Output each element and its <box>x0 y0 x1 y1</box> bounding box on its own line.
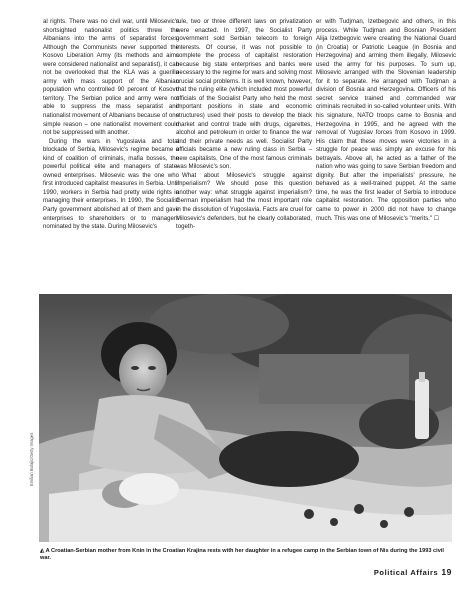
column-2-paragraph-1: rule, two or three different laws on privatization were enacted. In 1997, the Socialist Party government sold Serbian telecom to foreign interests. Of course, it was not possible to complete the process of capitalist restoration because big state enterprises and banks were necessary to the regime for wars and solving most crucial social problems. It is well known, however, that the ruling elite (which included most powerful officials of the Socialist Party who held the most important positions in state and economic structures) used their posts to develop the black market and control trade with drugs, cigarettes, alcohol and petroleum in order to finance the war and their private needs as well. Socialist Party officials became a new ruling class in Serbia – new capitalists. One of the most famous criminals was Milosevic's son. <box>176 18 312 171</box>
photo-credit: Emilian Bulajic/Getty Images <box>29 432 34 486</box>
page-number: 19 <box>441 567 452 577</box>
column-1-paragraph-2: During the wars in Yugoslavia and total blockade of Serbia, Milosevic's regime became a kind of coalition of criminals, mafia bosses, the powerful political elite and managers of state-owned enterprises. Milosevic was the one who first introduced capitalist measures in Serbia. Until 1990, workers in Serbia had pretty wide rights in managing their enterprises. In 1990, the Socialist Party government abolished all of them and gave enterprises to shareholders or to managers nominated by the state. During Milosevic's <box>43 137 179 231</box>
refugee-photo <box>39 294 452 542</box>
article-column-3 <box>316 18 456 223</box>
photo-caption: ◭ A Croatian-Serbian mother from Knin in the Croatian Krajina rests with her daughter in a refugee camp in the Serbian town of Nis during the 1993 civil war. <box>40 548 444 561</box>
article-column-1 <box>43 18 179 232</box>
column-3-paragraph-1: er with Tudjman, Izetbegovic and others, in this process. While Tudjman and Bosnian President Alija Izetbegovic were creating the National Guard (in Croatia) or Patriotic League (in Bosnia and Herzegovina) and arming them illegally, Milosevic used the army for his purposes. To sum up, Milosevic arranged with the Slovenian leadership for it to separate. He arranged with Tudjman a division of Bosnia and Herzegovina. Officers of his secret service trained and commanded war criminals recruited in so-called volunteer units. With his signature, NATO troops came to Bosnia and Herzegovina in 1995, and he agreed with the removal of Yugoslav forces from Kosovo in 1999. His claim that these moves were victories in a struggle for peace was simply an excuse for his betrayals. Above all, he acted as a father of the nation who was going to save Serbian freedom and dignity. But after the imperialists' pressure, he behaved as a well-trained puppet. At the same time, he was the first leader of Serbia to introduce capitalist restoration. The opposition parties who came to power in 2000 did not have to change much. This was one of Milosevic's "merits." ☐ <box>316 18 456 222</box>
column-1-paragraph-1: al rights. There was no civil war, until Milosevic's shortsighted nationalist politics threw the Albanians into the arms of separatist forces. Although the Communists never supported the Kosovo Liberation Army (its methods and aims were considered nationalist and separatist), it can not be overlooked that the KLA was a guerilla army with mass support of the Albanian population who controlled 90 percent of Kosovo territory. The Serbian police and army were not able to suppress the mass separatist and nationalist movement of Albanians because of one simple reason – one nationalist movement could not be suppressed with another. <box>43 18 179 137</box>
column-2-paragraph-2: What about Milosevic's struggle against imperialism? We should pose this question another way: what struggle against imperialism? German imperialism had the most important role in the dissolution of Yugoslavia. Facts are cruel for Milosevic's defenders, but he clearly collaborated, togeth- <box>176 171 312 231</box>
publication-name: Political Affairs <box>373 568 439 577</box>
article-column-2 <box>176 18 312 232</box>
page-footer <box>374 567 452 577</box>
